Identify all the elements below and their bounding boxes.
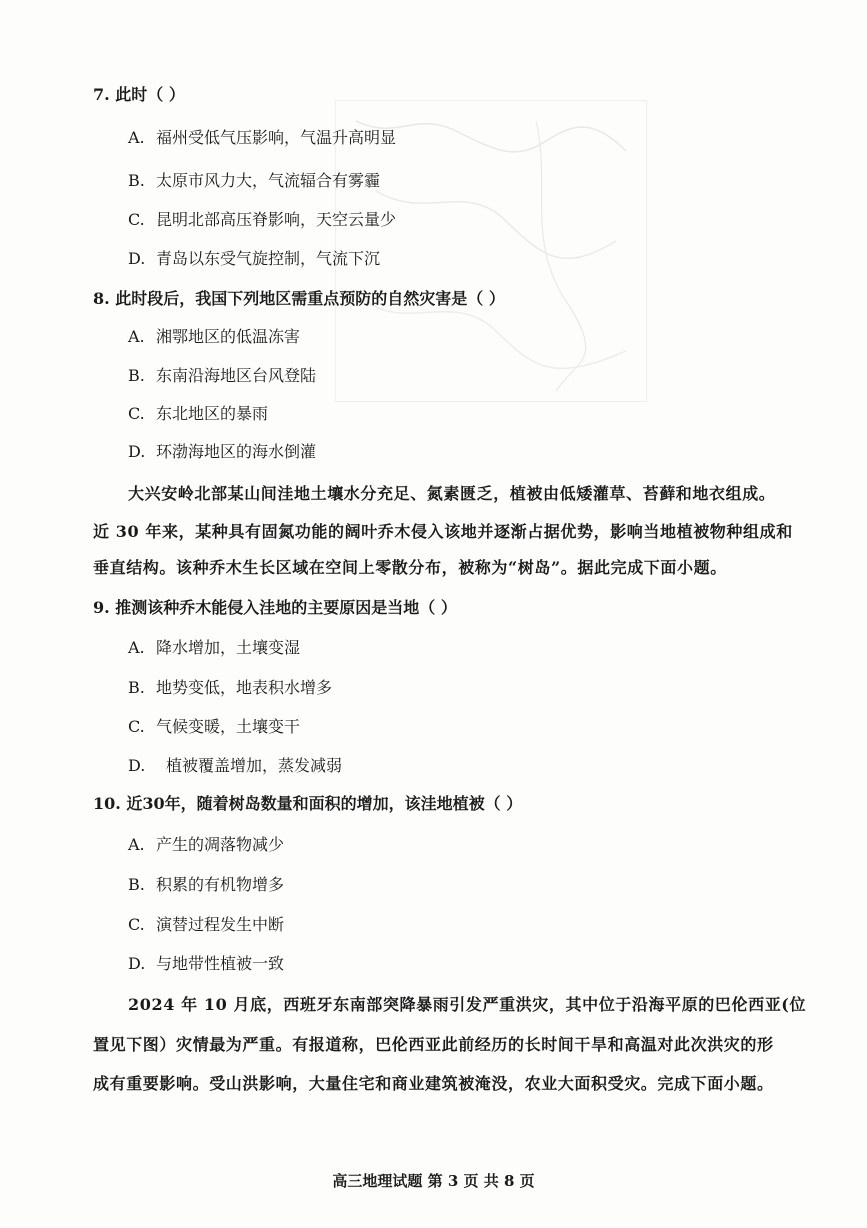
question-8-option-c[interactable] — [128, 403, 268, 425]
question-7-option-d[interactable] — [128, 248, 380, 270]
question-7-option-b[interactable] — [128, 170, 380, 192]
option-text: 演替过程发生中断 — [156, 915, 285, 934]
option-label: D. — [128, 442, 146, 461]
question-10-option-c[interactable] — [128, 914, 284, 936]
option-label: B. — [128, 171, 145, 190]
question-10-option-b[interactable] — [128, 874, 284, 896]
question-7-option-c[interactable] — [128, 209, 396, 231]
option-text: 湘鄂地区的低温冻害 — [156, 327, 301, 346]
question-9-option-c[interactable] — [128, 716, 300, 738]
option-label: C. — [128, 210, 145, 229]
question-9-stem: 9. 推测该种乔木能侵入洼地的主要原因是当地（ ） — [93, 598, 457, 617]
option-text: 东北地区的暴雨 — [156, 404, 269, 423]
passage-2-line-1: 2024 年 10 月底，西班牙东南部突降暴雨引发严重洪灾，其中位于沿海平原的巴伦西亚(位 — [128, 995, 807, 1014]
option-text: 青岛以东受气旋控制，气流下沉 — [156, 249, 381, 268]
option-label: D. — [128, 756, 146, 775]
option-text: 太原市风力大，气流辐合有雾霾 — [156, 171, 381, 190]
option-text: 福州受低气压影响，气温升高明显 — [156, 128, 397, 147]
option-label: D. — [128, 249, 146, 268]
option-text: 东南沿海地区台风登陆 — [156, 366, 317, 385]
question-8-option-a[interactable] — [128, 326, 300, 348]
option-text: 产生的凋落物减少 — [156, 835, 285, 854]
option-label: A. — [128, 638, 145, 657]
option-label: A. — [128, 128, 145, 147]
option-label: C. — [128, 717, 145, 736]
option-text: 植被覆盖增加，蒸发减弱 — [166, 756, 343, 775]
option-label: B. — [128, 678, 145, 697]
option-label: A. — [128, 327, 145, 346]
option-text: 积累的有机物增多 — [156, 875, 285, 894]
option-text: 地势变低，地表积水增多 — [156, 678, 333, 697]
passage-1-line-2: 近 30 年来，某种具有固氮功能的阔叶乔木侵入该地并逐渐占据优势，影响当地植被物种组成和 — [93, 522, 793, 541]
option-text: 昆明北部高压脊影响，天空云量少 — [156, 210, 397, 229]
option-text: 与地带性植被一致 — [156, 954, 285, 973]
option-label: C. — [128, 404, 145, 423]
option-label: B. — [128, 366, 145, 385]
question-9-option-a[interactable] — [128, 637, 300, 659]
question-10-option-a[interactable] — [128, 834, 284, 856]
option-label: A. — [128, 835, 145, 854]
option-text: 环渤海地区的海水倒灌 — [156, 442, 317, 461]
question-10-stem: 10. 近30年，随着树岛数量和面积的增加，该洼地植被（ ） — [93, 794, 523, 813]
question-7-stem: 7. 此时（ ） — [93, 85, 185, 104]
question-8-option-d[interactable] — [128, 441, 316, 463]
question-7-option-a[interactable] — [128, 127, 396, 149]
option-text: 降水增加，土壤变湿 — [156, 638, 301, 657]
question-10-option-d[interactable] — [128, 953, 284, 975]
option-label: D. — [128, 954, 146, 973]
page-footer: 高三地理试题 第 3 页 共 8 页 — [332, 1172, 535, 1190]
option-label: C. — [128, 915, 145, 934]
question-8-stem: 8. 此时段后，我国下列地区需重点预防的自然灾害是（ ） — [93, 289, 505, 308]
option-text: 气候变暖，土壤变干 — [156, 717, 301, 736]
passage-2-line-3: 成有重要影响。受山洪影响，大量住宅和商业建筑被淹没，农业大面积受灾。完成下面小题。 — [93, 1074, 774, 1093]
question-8-option-b[interactable] — [128, 365, 316, 387]
option-label: B. — [128, 875, 145, 894]
question-9-option-b[interactable] — [128, 677, 332, 699]
passage-2-line-2: 置见下图）灾情最为严重。有报道称，巴伦西亚此前经历的长时间干旱和高温对此次洪灾的形 — [93, 1035, 774, 1054]
question-9-option-d[interactable] — [128, 755, 342, 777]
passage-1-line-3: 垂直结构。该种乔木生长区域在空间上零散分布，被称为“树岛”。据此完成下面小题。 — [93, 558, 727, 577]
passage-1-line-1: 大兴安岭北部某山间洼地土壤水分充足、氮素匮乏，植被由低矮灌草、苔藓和地衣组成。 — [128, 484, 776, 503]
